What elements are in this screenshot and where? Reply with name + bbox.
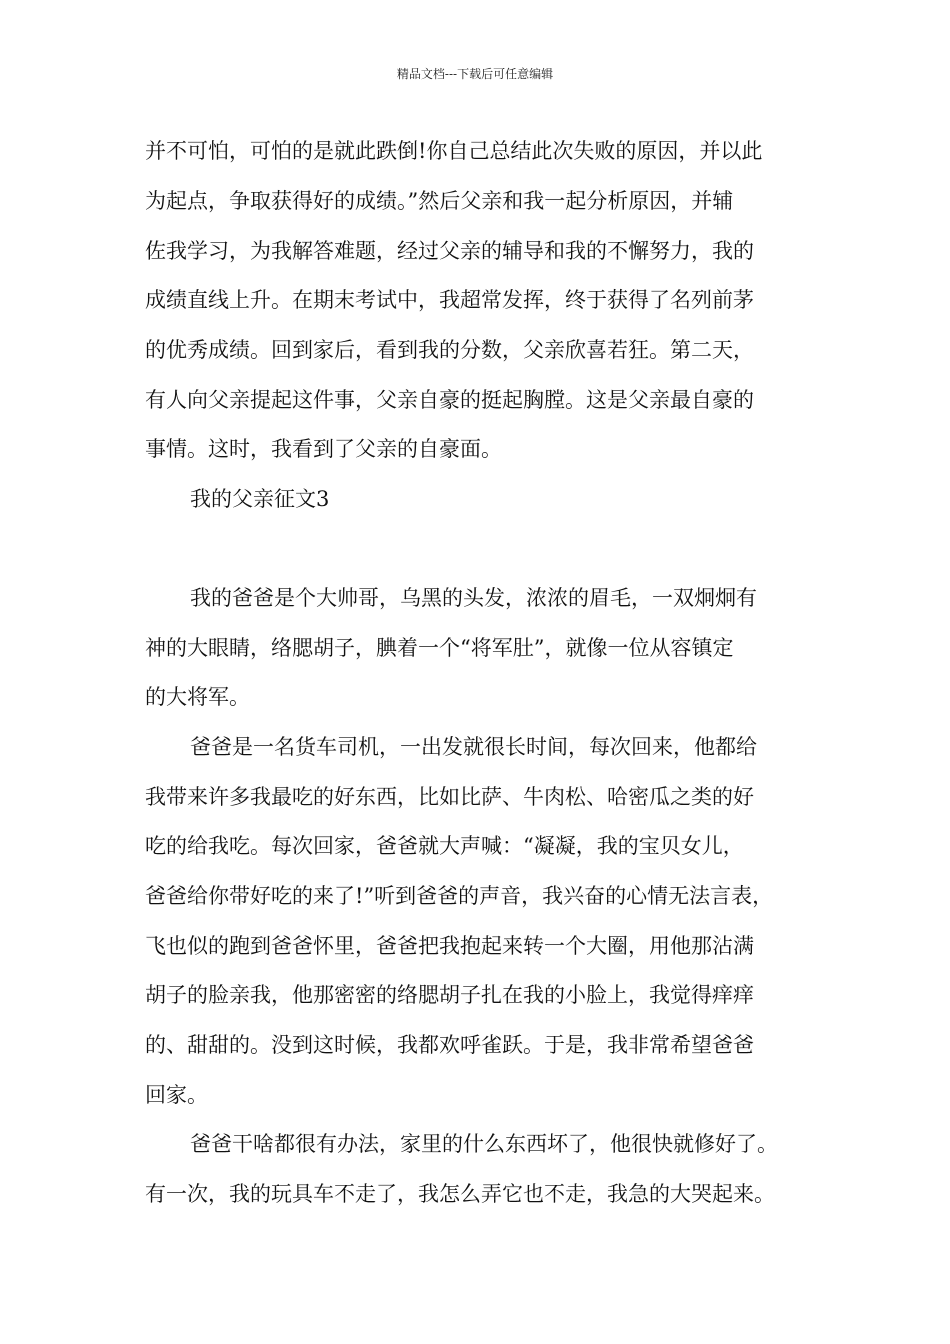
- text-line: 爸爸是一名货车司机，一出发就很长时间，每次回来，他都给: [190, 735, 757, 759]
- text-line: 爸爸给你带好吃的来了!”听到爸爸的声音，我兴奋的心情无法言表，: [145, 884, 774, 908]
- text-line: 有人向父亲提起这件事，父亲自豪的挺起胸膛。这是父亲最自豪的: [145, 388, 754, 412]
- text-line: 我的爸爸是个大帅哥，乌黑的头发，浓浓的眉毛，一双炯炯有: [190, 586, 757, 610]
- text-line: 成绩直线上升。在期末考试中，我超常发挥，终于获得了名列前茅: [145, 288, 754, 312]
- text-line: 事情。这时，我看到了父亲的自豪面。: [145, 437, 502, 461]
- text-line: 胡子的脸亲我，他那密密的络腮胡子扎在我的小脸上，我觉得痒痒: [145, 983, 754, 1007]
- text-line: 的大将军。: [145, 685, 250, 709]
- section-title: 我的父亲征文3: [190, 487, 330, 511]
- text-line: 有一次，我的玩具车不走了，我怎么弄它也不走，我急的大哭起来。: [145, 1182, 775, 1206]
- text-line: 并不可怕，可怕的是就此跌倒!你自己总结此次失败的原因，并以此: [145, 139, 763, 163]
- text-line: 为起点，争取获得好的成绩。”然后父亲和我一起分析原因，并辅: [145, 189, 734, 213]
- text-line: 回家。: [145, 1083, 208, 1107]
- text-line: 的、甜甜的。没到这时候，我都欢呼雀跃。于是，我非常希望爸爸: [145, 1033, 754, 1057]
- text-line: 吃的给我吃。每次回家，爸爸就大声喊：“凝凝，我的宝贝女儿，: [145, 834, 744, 858]
- text-line: 爸爸干啥都很有办法，家里的什么东西坏了，他很快就修好了。: [190, 1132, 778, 1156]
- text-line: 飞也似的跑到爸爸怀里，爸爸把我抱起来转一个大圈，用他那沾满: [145, 934, 754, 958]
- text-line: 佐我学习，为我解答难题，经过父亲的辅导和我的不懈努力，我的: [145, 239, 754, 263]
- page-header: 精品文档---下载后可任意编辑: [396, 67, 554, 81]
- text-line: 的优秀成绩。回到家后，看到我的分数，父亲欣喜若狂。第二天，: [145, 338, 754, 362]
- text-line: 我带来许多我最吃的好东西，比如比萨、牛肉松、哈密瓜之类的好: [145, 785, 754, 809]
- text-line: 神的大眼睛，络腮胡子，腆着一个“将军肚”，就像一位从容镇定: [145, 636, 734, 660]
